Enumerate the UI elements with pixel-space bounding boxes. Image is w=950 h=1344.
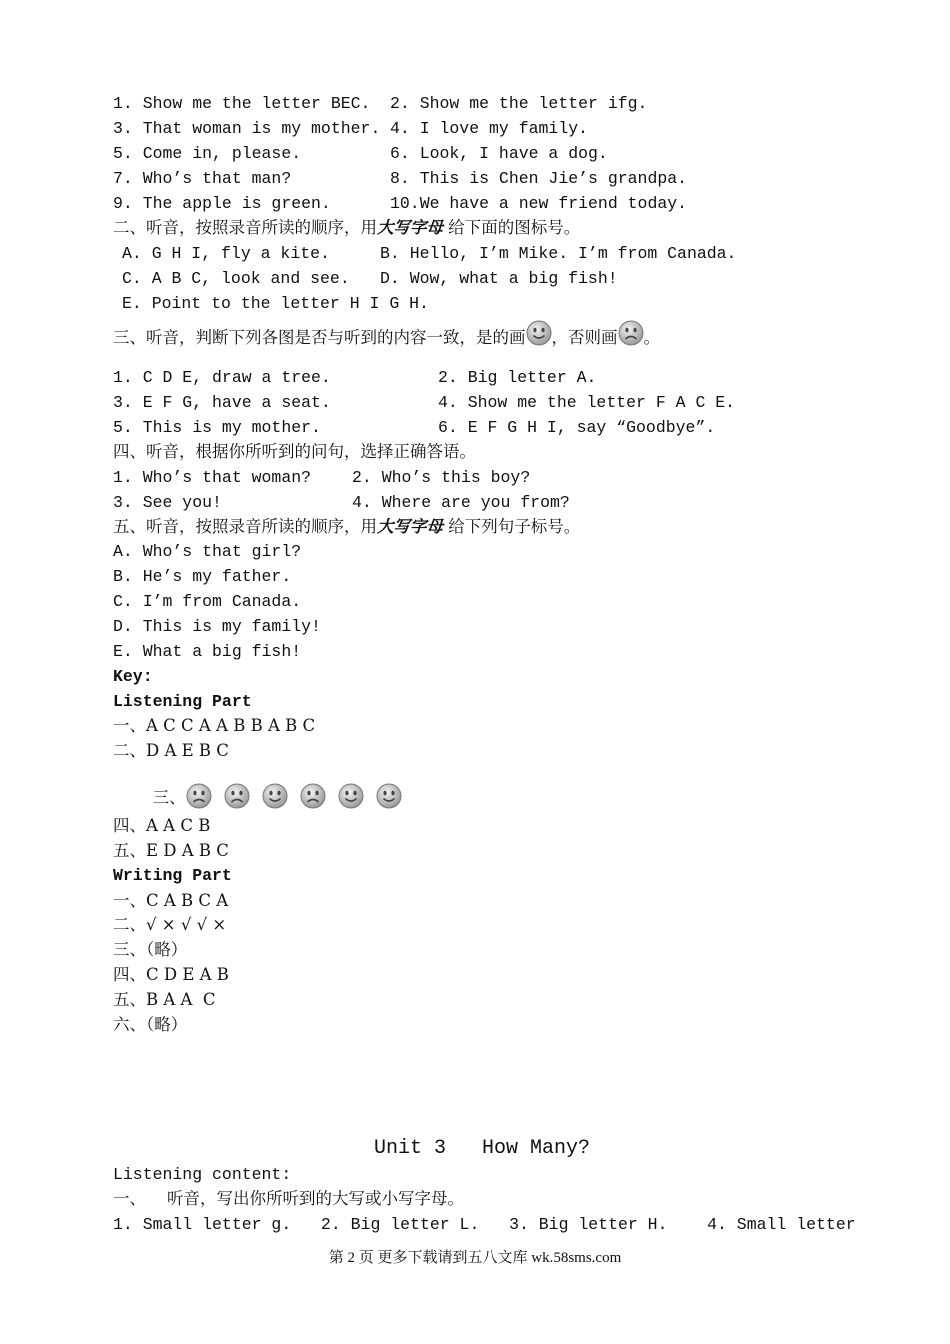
s2-item-a: A. G H I, fly a kite.	[122, 244, 330, 263]
key-label: Key:	[113, 667, 153, 686]
item-4: 4. I love my family.	[390, 119, 589, 138]
s4-item-1: 1. Who’s that woman?	[113, 468, 312, 487]
s2-item-c: C. A B C, look and see.	[122, 269, 350, 288]
key-listening-1: 一、A C C A A B B A B C	[113, 716, 316, 735]
item-8: 8. This is Chen Jie’s grandpa.	[390, 169, 688, 188]
section-3-heading	[113, 328, 660, 348]
key-writing-2: 二、√ × √ √ ×	[113, 915, 227, 934]
key-face-icons	[186, 786, 414, 805]
item-9: 9. The apple is green.	[113, 194, 331, 213]
s4-item-3: 3. See you!	[113, 493, 222, 512]
key-listening-5: 五、E D A B C	[113, 841, 229, 860]
page-footer: 第 2 页 更多下载请到五八文库 wk.58sms.com	[328, 1250, 622, 1266]
section-3-text-a: 三、听音，判断下列各图是否与听到的内容一致，是的画	[113, 328, 526, 347]
smiley-face-icon	[262, 783, 288, 809]
key-listening-2: 二、D A E B C	[113, 741, 229, 760]
section-3-text-c: 。	[643, 328, 660, 347]
sad-face-icon	[224, 783, 250, 809]
s3-item-1: 1. C D E, draw a tree.	[113, 368, 331, 387]
section-4-heading: 四、听音，根据你所听到的问句，选择正确答语。	[113, 442, 476, 461]
s5-item-c: C. I’m from Canada.	[113, 592, 302, 611]
smiley-face-icon	[376, 783, 402, 809]
key-writing-4: 四、C D E A B	[113, 965, 229, 984]
sad-face-icon	[186, 783, 212, 809]
s2-item-b: B. Hello, I’m Mike. I’m from Canada.	[380, 244, 737, 263]
sad-face-icon	[300, 783, 326, 809]
s4-item-4: 4. Where are you from?	[352, 493, 570, 512]
section-2-emphasis: 大写字母	[377, 218, 443, 237]
unit-3-section-1-heading: 一、 听音，写出你所听到的大写或小写字母。	[113, 1189, 464, 1208]
section-2-suffix: 给下面的图标号。	[443, 218, 581, 237]
listening-part-label: Listening Part	[113, 692, 252, 711]
section-2-heading	[113, 218, 580, 238]
section-5-emphasis: 大写字母	[377, 517, 443, 536]
key-writing-6: 六、（略）	[113, 1015, 188, 1034]
smiley-face-icon	[526, 320, 552, 346]
item-3: 3. That woman is my mother.	[113, 119, 381, 138]
section-5-prefix: 五、听音，按照录音所读的顺序，用	[113, 517, 377, 536]
key-writing-5: 五、B A A C	[113, 990, 216, 1009]
s3-item-2: 2. Big letter A.	[438, 368, 597, 387]
key-writing-1: 一、C A B C A	[113, 891, 229, 910]
item-1: 1. Show me the letter BEC.	[113, 94, 371, 113]
s5-item-b: B. He’s my father.	[113, 567, 292, 586]
s5-item-e: E. What a big fish!	[113, 642, 302, 661]
s4-item-2: 2. Who’s this boy?	[352, 468, 531, 487]
s3-item-6: 6. E F G H I, say “Goodbye”.	[438, 418, 716, 437]
s2-item-d: D. Wow, what a big fish!	[380, 269, 618, 288]
sad-face-icon	[618, 320, 644, 346]
s3-item-5: 5. This is my mother.	[113, 418, 321, 437]
s5-item-d: D. This is my family!	[113, 617, 321, 636]
s3-item-4: 4. Show me the letter F A C E.	[438, 393, 736, 412]
writing-part-label: Writing Part	[113, 866, 232, 885]
section-5-heading	[113, 517, 580, 537]
section-5-suffix: 给下列句子标号。	[443, 517, 581, 536]
unit-3-line-1: 1. Small letter g. 2. Big letter L. 3. Big letter H. 4. Small letter	[113, 1215, 856, 1234]
key-listening-4: 四、A A C B	[113, 816, 211, 835]
section-2-prefix: 二、听音，按照录音所读的顺序，用	[113, 218, 377, 237]
s3-item-3: 3. E F G, have a seat.	[113, 393, 331, 412]
s2-item-e: E. Point to the letter H I G H.	[122, 294, 429, 313]
key-writing-3: 三、（略）	[113, 940, 188, 959]
item-5: 5. Come in, please.	[113, 144, 302, 163]
s5-item-a: A. Who’s that girl?	[113, 542, 302, 561]
item-2: 2. Show me the letter ifg.	[390, 94, 648, 113]
listening-content-label: Listening content:	[113, 1165, 292, 1184]
item-10: 10.We have a new friend today.	[390, 194, 688, 213]
smiley-face-icon	[338, 783, 364, 809]
unit-3-title: Unit 3 How Many?	[374, 1137, 591, 1160]
key-listening-3-prefix: 三、	[152, 788, 186, 807]
item-7: 7. Who’s that man?	[113, 169, 292, 188]
item-6: 6. Look, I have a dog.	[390, 144, 608, 163]
section-3-text-b: ，否则画	[551, 328, 618, 347]
